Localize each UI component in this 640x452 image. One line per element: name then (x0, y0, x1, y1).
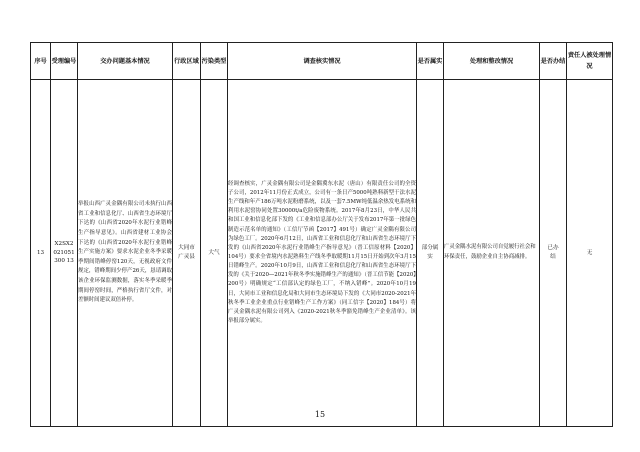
header-closed: 是否办结 (540, 43, 567, 80)
cell-handling: 广灵金隅水泥有限公司自觉履行社会和环保责任，鼓励企业自主协商减排。 (444, 80, 540, 427)
cell-seq: 13 (31, 80, 51, 427)
header-region: 行政区域 (173, 43, 201, 80)
header-accountability: 责任人被处理情况 (567, 43, 613, 80)
header-seq: 序号 (31, 43, 51, 80)
header-id: 受理编号 (51, 43, 78, 80)
cell-region: 大同市广灵县 (173, 80, 201, 427)
header-handling: 处理和整改情况 (444, 43, 540, 80)
cell-closed: 已办结 (540, 80, 567, 427)
header-investigation: 调查核实情况 (228, 43, 417, 80)
header-pollution: 污染类型 (201, 43, 228, 80)
cell-id: X2SX2021051300 13 (51, 80, 78, 427)
case-table (30, 42, 613, 427)
header-verified: 是否属实 (417, 43, 444, 80)
cell-investigation: 经调查核实，广灵金隅有限公司是金隅冀东水泥（唐山）有限责任公司的全资子公司，2012年11月份正式成立，公司有一条日产5000吨熟料新型干法水泥生产线和年产186万吨水泥粉磨系统，以及一套7.5MW纯低温余热发电系统和利用水泥窑协同处置30000t/a危险废物系统。2017年8月23日，中华人民共和国工业和信息化部下发的《工业和信息部办公厅关于发布2017年第一批绿色制造示范名单的通知》（工信厅节函【2017】491号）确定广灵金隅有限公司为绿色工厂。2020年6月12日，山西省工业和信息化厅和山西省生态环境厅下发的《山西省2020年水泥行业错峰生产指导意见》（晋工信原材料【2020】104号）要求全省境内水泥熟料生产线冬季取暖期11月15日开始到次年3月15日错峰生产。2020年10月9日，山西省工业和信息化厅和山西省生态环境厅下发的《关于2020—2021年秋冬季实施错峰生产的通知》（晋工信节能【2020】200号）明确规定“工信部认定的绿色工厂，不纳入错峰”。2020年10月19日，大同市工业和信息化局和大同市生态环境局下发的《大同市2020-2021年秋冬季工业企业重点行业错峰生产工作方案》（同工信字【2020】184号）将广灵金隅水泥有限公司列入《2020-2021秋冬季豁免错峰生产企业清单》。该举报部分属实。 (228, 80, 417, 427)
page-number: 15 (314, 410, 326, 419)
header-row (31, 43, 613, 80)
cell-pollution: 大气 (201, 80, 228, 427)
cell-accountability: 无 (567, 80, 613, 427)
table-row (31, 80, 613, 427)
header-issue: 交办问题基本情况 (78, 43, 173, 80)
cell-verified: 部分属实 (417, 80, 444, 427)
cell-issue: 举报山西广灵金隅有限公司未执行山西省工业和信息化厅、山西省生态环境厅下达的《山西省2020年水泥行业错峰生产指导意见》。山西省建材工业协会下达的《山西省2020年水泥行业错峰生产实施方案》要求水泥企业冬季采暖季期间错峰停窑120天，无视政府文件规定，错峰期间少停产26天，恳请调取该企业环保监测数据，落实冬季采暖季期间停窑时间，严格执行省厅文件，对差额时间建议双倍补停。 (78, 80, 173, 427)
